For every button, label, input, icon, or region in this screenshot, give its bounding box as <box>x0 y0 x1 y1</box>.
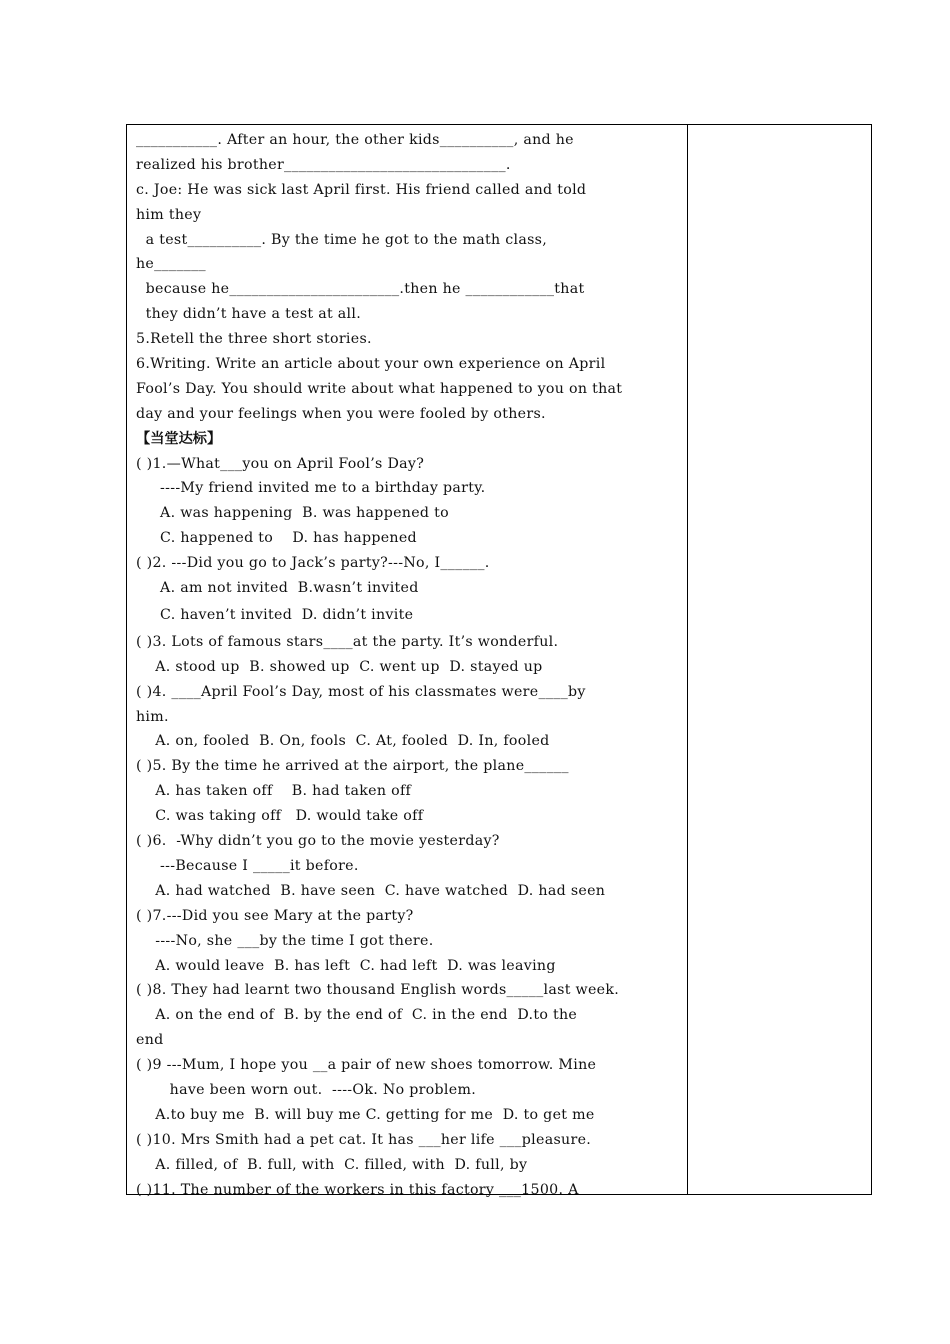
text-line: c. Joe: He was sick last April first. His friend called and told <box>136 181 587 198</box>
options-line: A. would leave B. has left C. had left D. was leaving <box>136 957 556 974</box>
options-line: A. was happening B. was happened to <box>136 505 449 522</box>
options-line: A. filled, of B. full, with C. filled, with D. full, by <box>136 1156 528 1173</box>
options-line: A. am not invited B.wasn’t invited <box>136 580 419 597</box>
text-line: ___________. After an hour, the other kids__________, and he <box>136 132 574 148</box>
question-11: ( )11. The number of the workers in this factory ___1500. A <box>136 1181 579 1198</box>
options-line: A. had watched B. have seen C. have watched D. had seen <box>136 882 606 899</box>
options-line: C. haven’t invited D. didn’t invite <box>136 606 414 623</box>
text-line: day and your feelings when you were fooled by others. <box>136 405 546 422</box>
text-line: Fool’s Day. You should write about what happened to you on that <box>136 380 623 397</box>
text-line: end <box>136 1032 164 1049</box>
options-line: A. has taken off B. had taken off <box>136 783 412 800</box>
question-6: ( )6. -Why didn’t you go to the movie yesterday? <box>136 833 500 850</box>
text-line: have been worn out. ----Ok. No problem. <box>136 1081 477 1098</box>
notes-column <box>688 125 871 1194</box>
text-line: ----My friend invited me to a birthday party. <box>136 480 486 497</box>
task-5: 5.Retell the three short stories. <box>136 331 372 348</box>
question-9: ( )9 ---Mum, I hope you __a pair of new shoes tomorrow. Mine <box>136 1057 597 1074</box>
question-7: ( )7.---Did you see Mary at the party? <box>136 907 414 924</box>
question-2: ( )2. ---Did you go to Jack’s party?---No, I______. <box>136 555 490 572</box>
options-line: C. happened to D. has happened <box>136 530 417 547</box>
worksheet-content <box>136 128 681 1202</box>
text-line: a test__________. By the time he got to the math class, <box>136 231 548 248</box>
options-line: A. stood up B. showed up C. went up D. stayed up <box>136 658 543 675</box>
question-1: ( )1.—What___you on April Fool’s Day? <box>136 455 425 472</box>
section-heading: 【当堂达标】 <box>136 430 222 447</box>
question-10: ( )10. Mrs Smith had a pet cat. It has ___her life ___pleasure. <box>136 1131 592 1148</box>
task-6: 6.Writing. Write an article about your own experience on April <box>136 356 606 373</box>
question-5: ( )5. By the time he arrived at the airport, the plane______ <box>136 758 569 775</box>
text-line: ---Because I _____it before. <box>136 857 359 874</box>
question-8: ( )8. They had learnt two thousand English words_____last week. <box>136 982 620 999</box>
options-line: A.to buy me B. will buy me C. getting for me D. to get me <box>136 1106 595 1123</box>
options-line: A. on, fooled B. On, fools C. At, fooled D. In, fooled <box>136 733 550 750</box>
worksheet-table <box>126 124 872 1198</box>
options-line: C. was taking off D. would take off <box>136 808 424 825</box>
options-line: A. on the end of B. by the end of C. in the end D.to the <box>136 1007 578 1024</box>
text-line: ----No, she ___by the time I got there. <box>136 932 434 949</box>
text-line: because he_______________________.then he ____________that <box>136 281 585 298</box>
text-line: he_______ <box>136 256 206 273</box>
text-line: him. <box>136 708 169 725</box>
question-4: ( )4. ____April Fool’s Day, most of his classmates were____by <box>136 683 586 700</box>
text-line: they didn’t have a test at all. <box>136 306 362 323</box>
text-line: realized his brother______________________________. <box>136 156 511 173</box>
text-line: him they <box>136 206 202 223</box>
question-3: ( )3. Lots of famous stars____at the party. It’s wonderful. <box>136 633 559 650</box>
